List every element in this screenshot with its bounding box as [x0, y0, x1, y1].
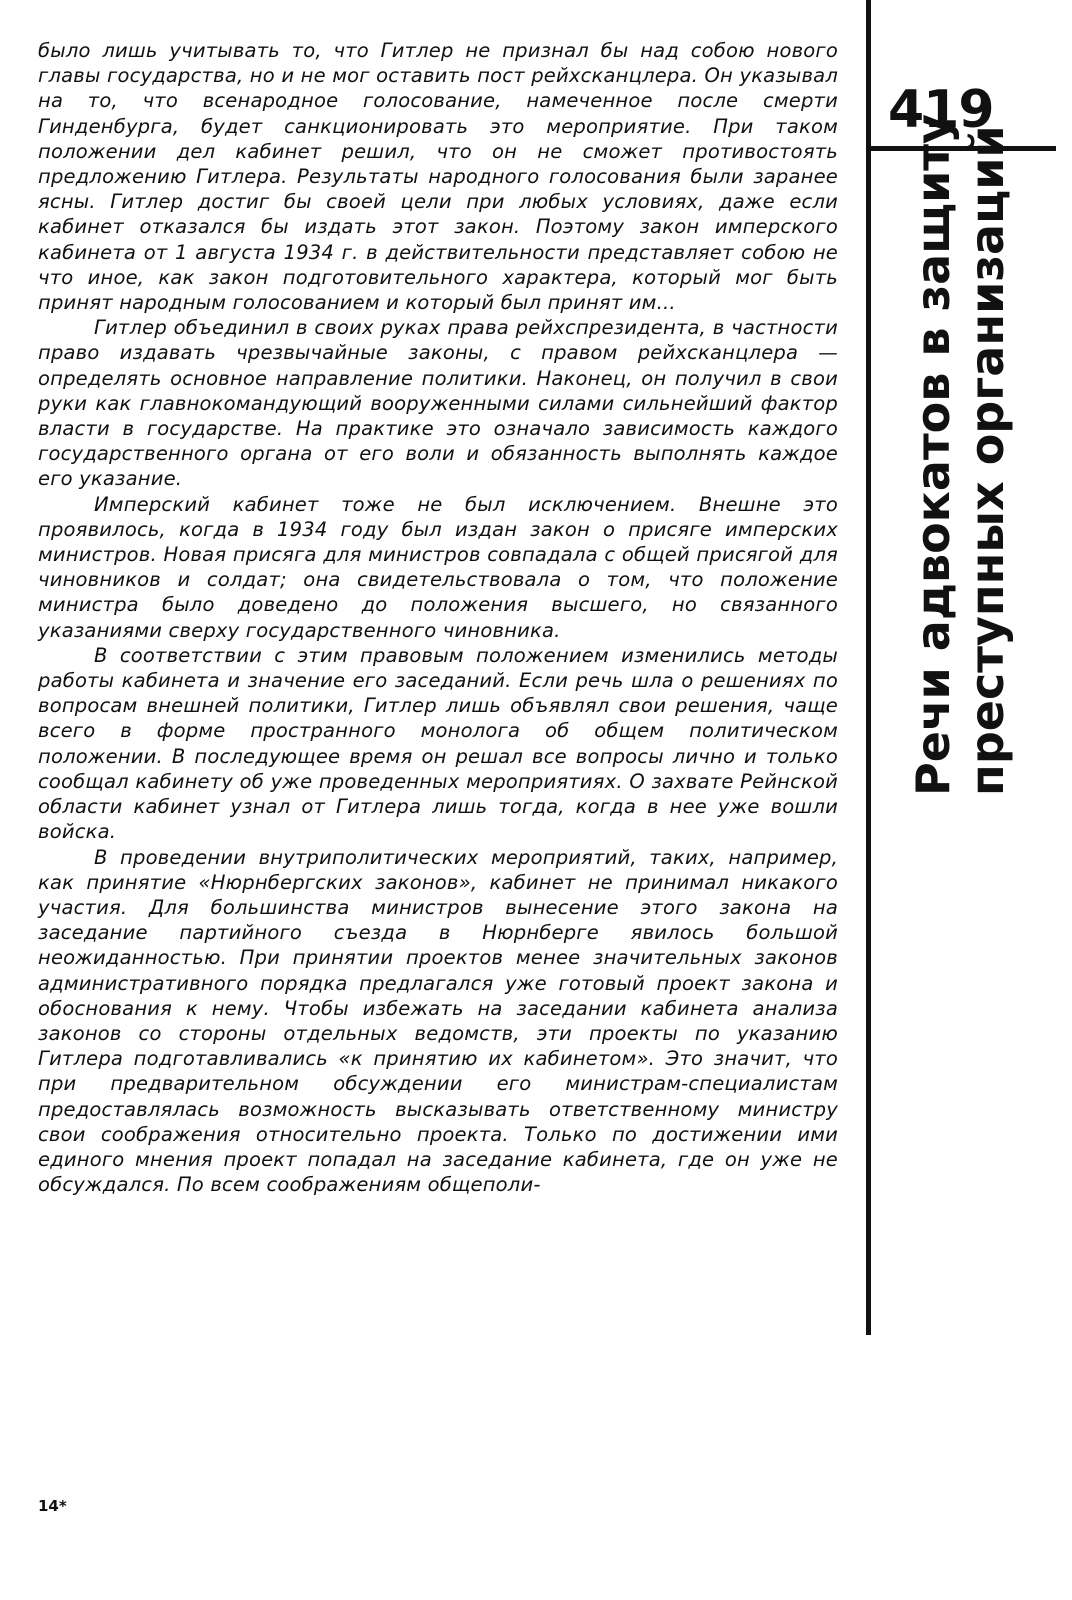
margin-vertical-rule [866, 0, 871, 1335]
running-title [906, 114, 1014, 796]
paragraph-3: Имперский кабинет тоже не был исключением. Внешне это проявилось, когда в 1934 году был издан закон о присяге имперских министров. Новая присяга для министров совпадала с общей присягой для чиновников и солдат; она свидетельствовала о том, что положение министра было доведено до положения высшего, но связанного указаниями сверху государственного чиновника. [38, 492, 838, 642]
paragraph-1: было лишь учитывать то, что Гитлер не признал бы над собою нового главы государства, но и не мог оставить пост рейхсканцлера. Он указывал на то, что всенародное голосование, намеченное после смерти Гинденбурга, будет санкционировать это мероприятие. При таком положении дел кабинет решил, что он не сможет противостоять предложению Гитлера. Результаты народного голосования были заранее ясны. Гитлер достиг бы своей цели при любых условиях, даже если кабинет отказался бы издать этот закон. Поэтому закон имперского кабинета от 1 августа 1934 г. в действительности представляет собою не что иное, как закон подготовительного характера, который мог быть принят народным голосованием и который был принят им... [38, 39, 838, 315]
printer-signature-mark: 14* [38, 1497, 67, 1515]
running-title-line-1: Речи адвокатов в защиту [906, 114, 960, 796]
paragraph-4: В соответствии с этим правовым положением изменились методы работы кабинета и значение его заседаний. Если речь шла о решениях по вопросам внешней политики, Гитлер лишь объявлял свои решения, чаще всего в форме пространного монолога об общем политическом положении. В последующее время он решал все вопросы лично и только сообщал кабинету об уже проведенных мероприятиях. О захвате Рейнской области кабинет узнал от Гитлера лишь тогда, когда в нее уже вошли войска. [38, 643, 838, 844]
page-number: 419 [888, 80, 994, 140]
body-text [38, 38, 838, 1197]
paragraph-2: Гитлер объединил в своих руках права рейхспрезидента, в частности право издавать чрезвычайные законы, с правом рейхсканцлера — определять основное направление политики. Наконец, он получил в свои руки как главнокомандующий вооруженными силами сильнейший фактор власти в государстве. На практике это означало зависимость каждого государственного органа от его воли и обязанность выполнять каждое его указание. [38, 316, 838, 491]
paragraph-5: В проведении внутриполитических мероприятий, таких, например, как принятие «Нюрнбергских законов», кабинет не принимал никакого участия. Для большинства министров вынесение этого закона на заседание партийного съезда в Нюрнберге явилось большой неожиданностью. При принятии проектов менее значительных законов административного порядка предлагался уже готовый проект закона и обоснования к нему. Чтобы избежать на заседании кабинета анализа законов со стороны отдельных ведомств, эти проекты по указанию Гитлера подготавливались «к принятию их кабинетом». Это значит, что при предварительном обсуждении его министрам-специалистам предоставлялась возможность высказывать ответственному министру свои соображения относительно проекта. Только по достижении ими единого мнения проект попадал на заседание кабинета, где он уже не обсуждался. По всем соображениям общеполи- [38, 845, 838, 1197]
running-title-line-2: преступных организаций [960, 125, 1014, 796]
